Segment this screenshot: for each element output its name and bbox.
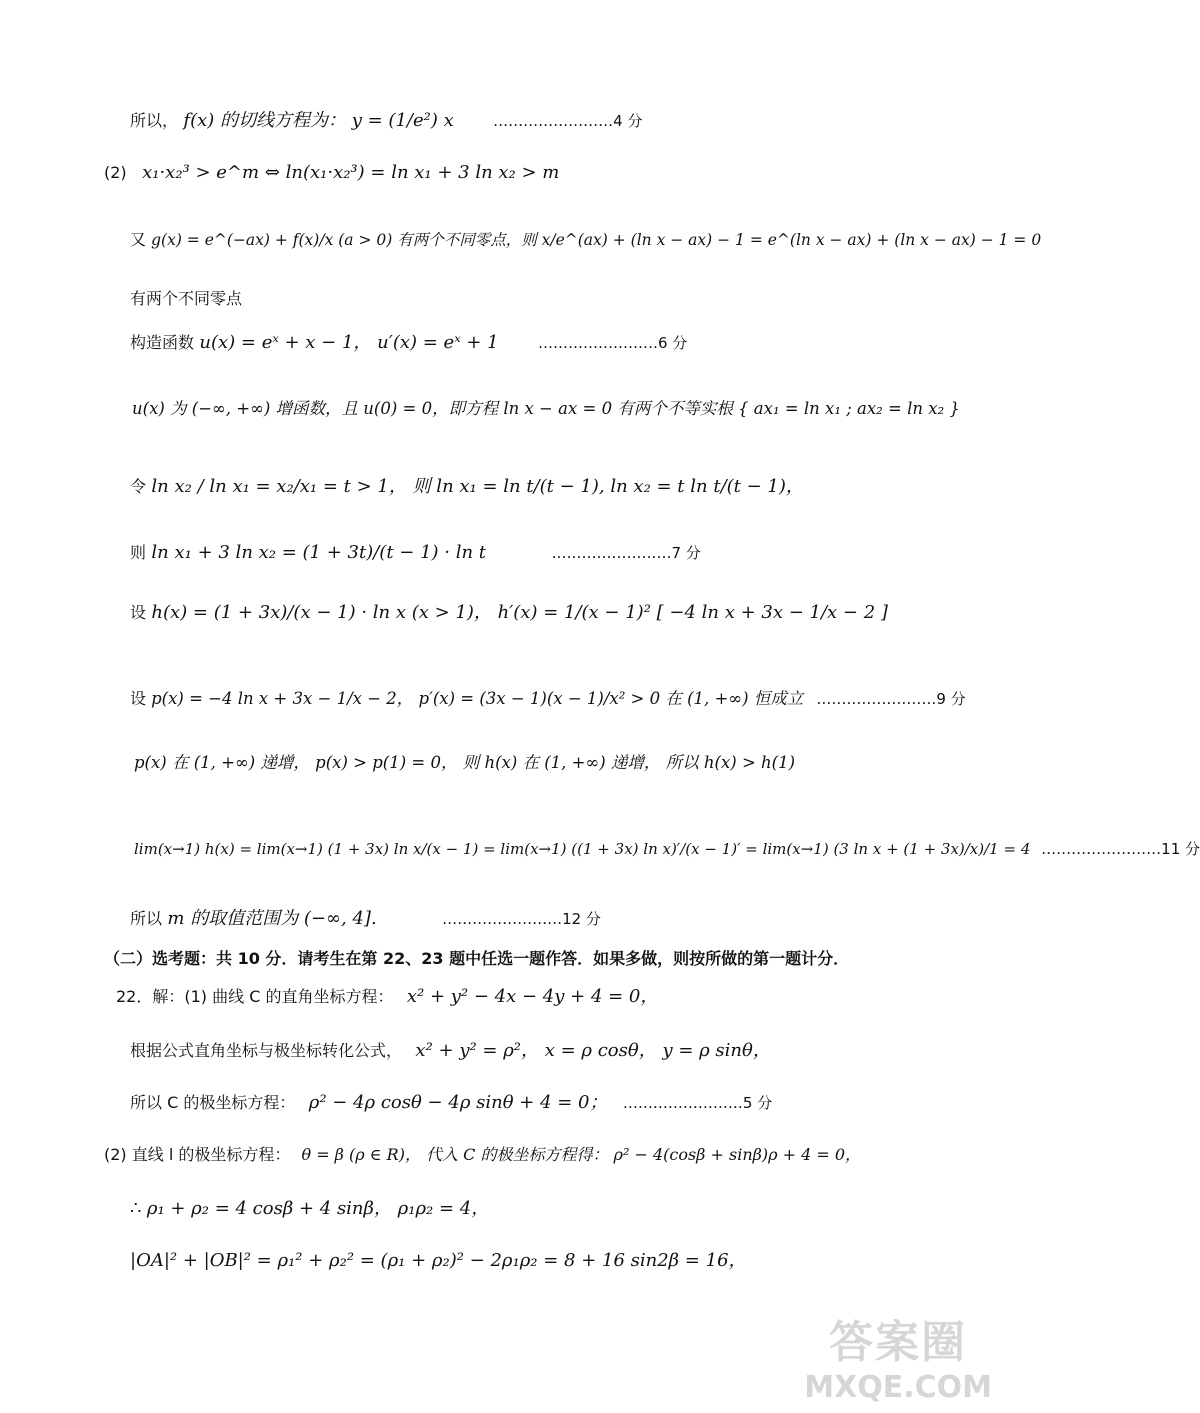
score-marker: ……………………7 分 [551, 544, 701, 562]
formula: ρ₁ + ρ₂ = 4 cosβ + 4 sinβ， ρ₁ρ₂ = 4， [146, 1198, 490, 1219]
text: ∴ [130, 1198, 142, 1219]
solution-line [130, 598, 888, 628]
solution-line [130, 328, 687, 358]
watermark-logo [804, 1306, 992, 1405]
solution-line [134, 748, 795, 778]
solution-line [130, 538, 701, 568]
solution-line [130, 225, 1041, 255]
formula: lim(x→1) h(x) = lim(x→1) (1 + 3x) ln x/(x − 1) = lim(x→1) ((1 + 3x) ln x)′/(x − 1)′ = lim(x→1) (3 ln x + (1 + 3x)/x)/1 = 4 [134, 840, 1031, 858]
formula: ln x₂ / ln x₁ = x₂/x₁ = t > 1， 则 ln x₁ = ln t/(t − 1), ln x₂ = t ln t/(t − 1)， [151, 476, 804, 497]
solution-line [104, 1140, 861, 1170]
score-marker: ……………………11 分 [1041, 840, 1200, 858]
solution-line [134, 834, 1200, 864]
solution-line [130, 472, 804, 502]
text: 所以， [130, 111, 179, 130]
formula: p(x) = −4 ln x + 3x − 1/x − 2， p′(x) = (3x − 1)(x − 1)/x² > 0 在 (1, +∞) 恒成立 [151, 689, 804, 708]
formula: m 的取值范围为 (−∞, 4]. [167, 908, 377, 929]
solution-line [116, 982, 658, 1012]
text: 则 [130, 543, 147, 562]
text: 有两个不同零点 [130, 289, 243, 308]
score-marker: ……………………9 分 [816, 690, 966, 708]
text: 构造函数 [130, 333, 195, 352]
formula: u(x) 为 (−∞, +∞) 增函数，且 u(0) = 0，即方程 ln x − ax = 0 有两个不等实根 { ax₁ = ln x₁ ; ax₂ = ln x₂ } [132, 399, 960, 418]
formula: θ = β (ρ ∈ R)， 代入 C 的极坐标方程得： ρ² − 4(cosβ + sinβ)ρ + 4 = 0， [301, 1145, 862, 1164]
solution-line [130, 106, 642, 136]
formula: g(x) = e^(−ax) + f(x)/x (a > 0) 有两个不同零点，则 x/e^(ax) + (ln x − ax) − 1 = e^(ln x − ax) + (ln x − ax) − 1 = 0 [151, 231, 1042, 249]
score-marker: ……………………5 分 [622, 1094, 773, 1112]
watermark-text: 答案圈 [829, 1317, 968, 1368]
text: 又 [130, 230, 147, 249]
formula: ln x₁ + 3 ln x₂ = (1 + 3t)/(t − 1) · ln t [151, 542, 487, 563]
watermark-url: MXQE.COM [804, 1370, 992, 1405]
text: 所以 C 的极坐标方程： [130, 1093, 296, 1112]
formula: u(x) = eˣ + x − 1， u′(x) = eˣ + 1 [199, 332, 499, 353]
text: 根据公式直角坐标与极坐标转化公式， [130, 1041, 403, 1060]
text: 所以 [130, 909, 163, 928]
score-marker: ……………………6 分 [537, 334, 688, 352]
solution-line [130, 284, 242, 314]
formula: f(x) 的切线方程为： y = (1/e²) x [183, 110, 454, 131]
formula: x² + y² − 4x − 4y + 4 = 0， [406, 986, 659, 1007]
solution-line [130, 1246, 747, 1276]
section-heading [104, 944, 849, 974]
formula: |OA|² + |OB|² = ρ₁² + ρ₂² = (ρ₁ + ρ₂)² − 2ρ₁ρ₂ = 8 + 16 sin2β = 16， [130, 1250, 747, 1271]
solution-line [104, 158, 559, 188]
score-marker: ……………………4 分 [493, 112, 643, 130]
text: 22．解：(1) 曲线 C 的直角坐标方程： [116, 987, 394, 1006]
formula: x₁·x₂³ > e^m ⇔ ln(x₁·x₂³) = ln x₁ + 3 ln x₂ > m [142, 162, 560, 183]
text: (2) 直线 l 的极坐标方程： [104, 1145, 291, 1164]
solution-line [130, 1036, 771, 1066]
formula: ρ² − 4ρ cosθ − 4ρ sinθ + 4 = 0； [308, 1092, 608, 1113]
solution-line [130, 1194, 489, 1224]
text: （二）选考题：共 10 分．请考生在第 22、23 题中任选一题作答．如果多做，则按所做的第一题计分． [104, 949, 850, 968]
formula: x² + y² = ρ²， x = ρ cosθ， y = ρ sinθ， [415, 1040, 771, 1061]
text: 设 [130, 603, 147, 622]
text: 令 [130, 477, 147, 496]
formula: h(x) = (1 + 3x)/(x − 1) · ln x (x > 1)， h′(x) = 1/(x − 1)² [ −4 ln x + 3x − 1/x − 2 ] [151, 602, 888, 623]
text: 设 [130, 689, 147, 708]
text: (2) [104, 163, 127, 182]
solution-line [130, 684, 966, 714]
solution-line [132, 394, 960, 424]
formula: p(x) 在 (1, +∞) 递增， p(x) > p(1) = 0， 则 h(x) 在 (1, +∞) 递增， 所以 h(x) > h(1) [134, 753, 796, 772]
score-marker: ……………………12 分 [442, 910, 601, 928]
solution-line [130, 904, 601, 934]
solution-line [130, 1088, 772, 1118]
